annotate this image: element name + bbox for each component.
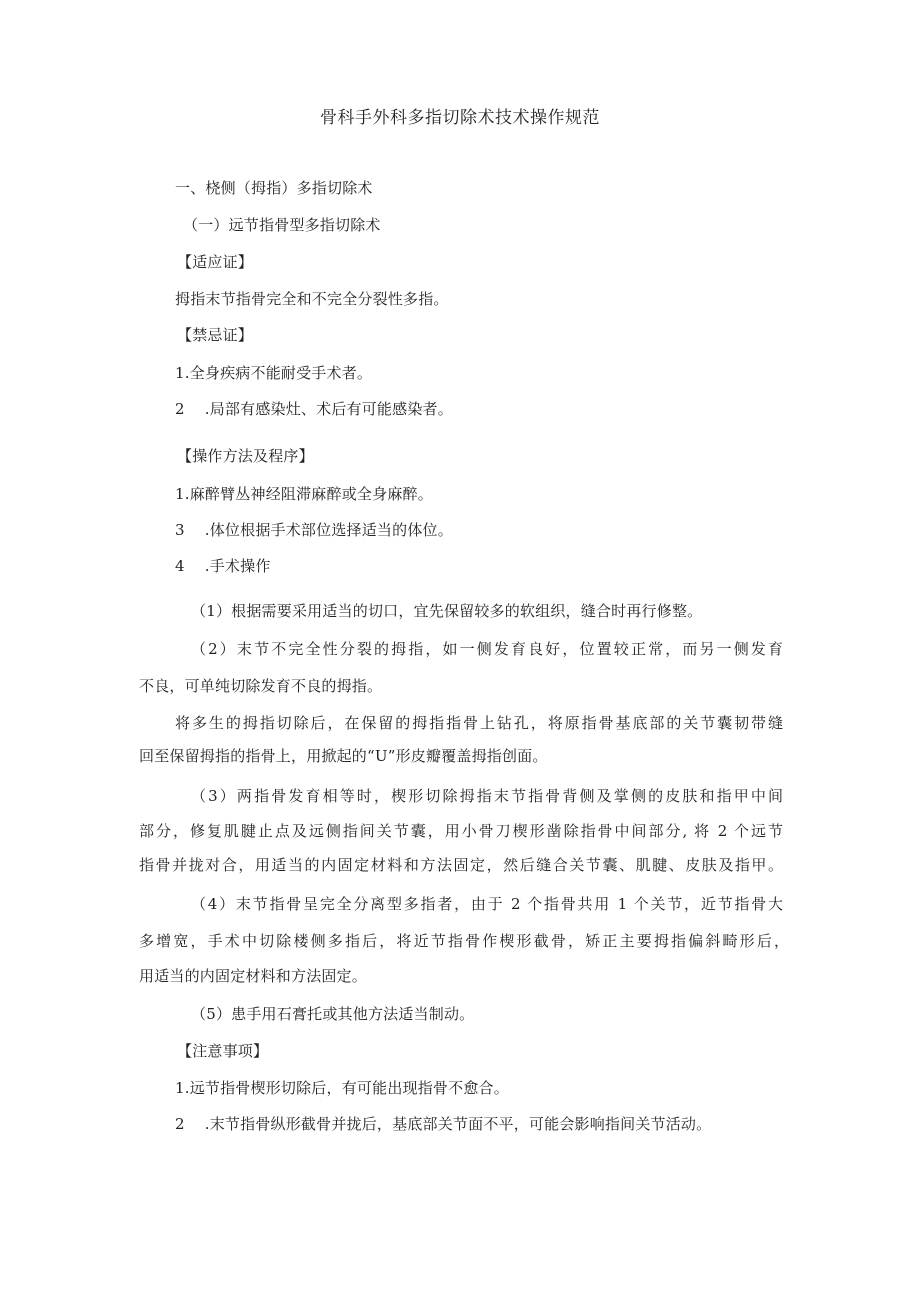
operation-step-2-line-1: （2）末节不完全性分裂的拇指，如一侧发育良好，位置较正常，而另一侧发育	[191, 640, 783, 658]
operation-step-4-line-1: （4）末节指骨呈完全分离型多指者，由于 2 个指骨共用 1 个关节，近节指骨大	[191, 895, 783, 913]
operation-step-2-line-2: 不良，可单纯切除发育不良的拇指。	[139, 677, 383, 695]
note-item-1: 1.远节指骨楔形切除后，有可能出现指骨不愈合。	[175, 1079, 509, 1097]
method-item-1: 1.麻醉臂丛神经阻滞麻醉或全身麻醉。	[175, 485, 433, 503]
method-heading: 【操作方法及程序】	[177, 447, 314, 465]
list-number: 3	[175, 521, 185, 539]
operation-step-1: （1）根据需要采用适当的切口，宜先保留较多的软组织，缝合时再行修整。	[191, 602, 703, 620]
section-heading: 一、桡侧（拇指）多指切除术	[175, 179, 373, 197]
indication-text: 拇指末节指骨完全和不完全分裂性多指。	[175, 290, 449, 308]
list-text: .局部有感染灶、术后有可能感染者。	[204, 400, 453, 418]
note-item-2	[175, 1114, 711, 1134]
list-text: .体位根据手术部位选择适当的体位。	[204, 521, 453, 539]
list-text: .手术操作	[204, 557, 271, 575]
list-number: 2	[175, 1115, 185, 1133]
contraindication-heading: 【禁忌证】	[177, 326, 254, 344]
list-number: 2	[175, 400, 185, 418]
list-number: 4	[175, 557, 185, 575]
operation-paragraph-line-1: 将多生的拇指切除后，在保留的拇指指骨上钻孔，将原指骨基底部的关节囊韧带缝	[175, 714, 783, 732]
method-item-3	[175, 520, 453, 540]
operation-step-3-line-1: （3）两指骨发育相等时，楔形切除拇指末节指骨背侧及掌侧的皮肤和指甲中间	[191, 787, 783, 805]
operation-step-4-line-3: 用适当的内固定材料和方法固定。	[139, 967, 368, 985]
list-text: .末节指骨纵形截骨并拢后，基底部关节面不平，可能会影响指间关节活动。	[204, 1115, 712, 1133]
contraindication-item-2	[175, 399, 453, 419]
operation-step-5: （5）患手用石膏托或其他方法适当制动。	[191, 1005, 475, 1023]
contraindication-item-1: 1.全身疾病不能耐受手术者。	[175, 364, 373, 382]
operation-step-4-line-2: 多增宽，手术中切除楼侧多指后，将近节指骨作楔形截骨，矫正主要拇指偏斜畸形后，	[139, 932, 789, 950]
operation-step-3-line-3: 指骨并拢对合，用适当的内固定材料和方法固定，然后缝合关节囊、肌腱、皮肤及指甲。	[139, 856, 783, 874]
notes-heading: 【注意事项】	[177, 1042, 269, 1060]
operation-paragraph-line-2: 回至保留拇指的指骨上，用掀起的“U”形皮瓣覆盖拇指创面。	[139, 747, 548, 765]
operation-step-3-line-2: 部分，修复肌腱止点及远侧指间关节囊，用小骨刀楔形凿除指骨中间部分, 将 2 个远节	[139, 822, 783, 840]
method-item-4	[175, 556, 271, 576]
indication-heading: 【适应证】	[177, 253, 254, 271]
subsection-heading: （一）远节指骨型多指切除术	[183, 216, 381, 234]
document-title: 骨科手外科多指切除术技术操作规范	[320, 108, 600, 128]
